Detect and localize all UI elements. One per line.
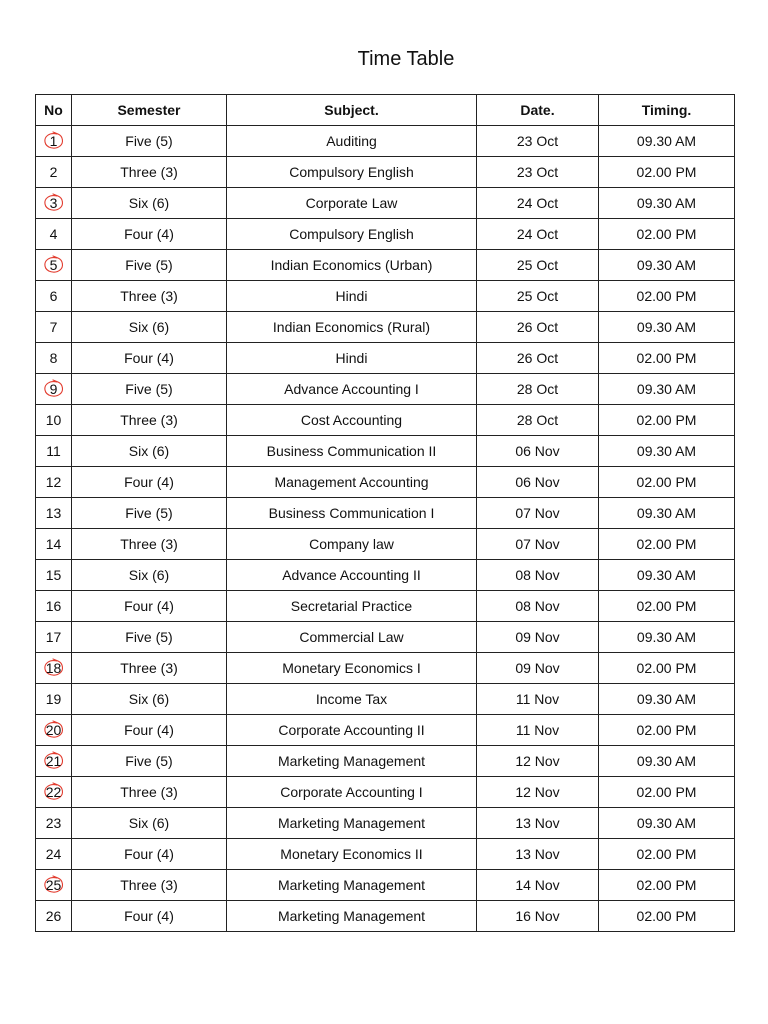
- table-row: [36, 901, 735, 932]
- subject-cell: Cost Accounting: [227, 405, 477, 436]
- table-row: [36, 374, 735, 405]
- row-number: 7: [49, 319, 58, 335]
- semester-cell: Three (3): [72, 405, 227, 436]
- date-cell: 25 Oct: [477, 281, 599, 312]
- row-number-cell: [36, 560, 72, 591]
- date-cell: 16 Nov: [477, 901, 599, 932]
- timing-cell: 02.00 PM: [599, 777, 735, 808]
- row-number-cell: [36, 312, 72, 343]
- semester-cell: Three (3): [72, 157, 227, 188]
- row-number: 17: [45, 629, 62, 645]
- timing-cell: 02.00 PM: [599, 343, 735, 374]
- date-cell: 23 Oct: [477, 157, 599, 188]
- row-number: 24: [45, 846, 62, 862]
- timing-cell: 09.30 AM: [599, 684, 735, 715]
- row-number: 18: [45, 660, 62, 676]
- timing-cell: 02.00 PM: [599, 870, 735, 901]
- table-row: [36, 560, 735, 591]
- row-number-cell: [36, 839, 72, 870]
- table-row: [36, 188, 735, 219]
- subject-cell: Commercial Law: [227, 622, 477, 653]
- subject-cell: Monetary Economics II: [227, 839, 477, 870]
- timing-cell: 02.00 PM: [599, 529, 735, 560]
- timing-cell: 02.00 PM: [599, 901, 735, 932]
- subject-cell: Advance Accounting I: [227, 374, 477, 405]
- subject-cell: Marketing Management: [227, 901, 477, 932]
- semester-cell: Five (5): [72, 746, 227, 777]
- date-cell: 06 Nov: [477, 467, 599, 498]
- date-cell: 06 Nov: [477, 436, 599, 467]
- table-row: [36, 591, 735, 622]
- table-row: [36, 498, 735, 529]
- subject-cell: Indian Economics (Urban): [227, 250, 477, 281]
- date-cell: 23 Oct: [477, 126, 599, 157]
- row-number-cell: [36, 591, 72, 622]
- header-subject: Subject.: [227, 95, 477, 126]
- row-number: 22: [45, 784, 62, 800]
- row-number: 4: [49, 226, 58, 242]
- row-number-cell: [36, 653, 72, 684]
- row-number: 25: [45, 877, 62, 893]
- subject-cell: Indian Economics (Rural): [227, 312, 477, 343]
- header-timing: Timing.: [599, 95, 735, 126]
- semester-cell: Three (3): [72, 529, 227, 560]
- subject-cell: Corporate Accounting II: [227, 715, 477, 746]
- table-row: [36, 715, 735, 746]
- row-number-cell: [36, 157, 72, 188]
- semester-cell: Six (6): [72, 188, 227, 219]
- timing-cell: 09.30 AM: [599, 560, 735, 591]
- date-cell: 07 Nov: [477, 529, 599, 560]
- row-number-cell: [36, 746, 72, 777]
- table-row: [36, 808, 735, 839]
- subject-cell: Management Accounting: [227, 467, 477, 498]
- table-row: [36, 839, 735, 870]
- header-no: No: [36, 95, 72, 126]
- date-cell: 24 Oct: [477, 219, 599, 250]
- semester-cell: Four (4): [72, 591, 227, 622]
- subject-cell: Advance Accounting II: [227, 560, 477, 591]
- timetable-header: [36, 95, 735, 126]
- date-cell: 08 Nov: [477, 560, 599, 591]
- semester-cell: Three (3): [72, 777, 227, 808]
- timing-cell: 02.00 PM: [599, 219, 735, 250]
- row-number-cell: [36, 281, 72, 312]
- row-number-cell: [36, 467, 72, 498]
- timing-cell: 09.30 AM: [599, 436, 735, 467]
- timing-cell: 09.30 AM: [599, 622, 735, 653]
- table-row: [36, 219, 735, 250]
- subject-cell: Hindi: [227, 343, 477, 374]
- semester-cell: Six (6): [72, 436, 227, 467]
- header-row: [36, 95, 735, 126]
- timetable: [35, 94, 735, 932]
- date-cell: 14 Nov: [477, 870, 599, 901]
- table-row: [36, 746, 735, 777]
- row-number: 8: [49, 350, 58, 366]
- semester-cell: Four (4): [72, 467, 227, 498]
- row-number-cell: [36, 374, 72, 405]
- row-number-cell: [36, 808, 72, 839]
- page-title: Time Table: [357, 48, 455, 70]
- timing-cell: 02.00 PM: [599, 405, 735, 436]
- row-number: 3: [49, 195, 58, 211]
- row-number: 19: [45, 691, 62, 707]
- semester-cell: Five (5): [72, 622, 227, 653]
- date-cell: 26 Oct: [477, 343, 599, 374]
- table-row: [36, 436, 735, 467]
- subject-cell: Compulsory English: [227, 157, 477, 188]
- row-number: 6: [49, 288, 58, 304]
- subject-cell: Hindi: [227, 281, 477, 312]
- timing-cell: 02.00 PM: [599, 591, 735, 622]
- row-number: 10: [45, 412, 62, 428]
- table-row: [36, 126, 735, 157]
- row-number-cell: [36, 777, 72, 808]
- table-row: [36, 529, 735, 560]
- subject-cell: Secretarial Practice: [227, 591, 477, 622]
- date-cell: 07 Nov: [477, 498, 599, 529]
- row-number-cell: [36, 715, 72, 746]
- semester-cell: Four (4): [72, 901, 227, 932]
- row-number: 9: [49, 381, 58, 397]
- row-number: 1: [49, 133, 58, 149]
- subject-cell: Business Communication I: [227, 498, 477, 529]
- table-row: [36, 653, 735, 684]
- row-number: 16: [45, 598, 62, 614]
- timing-cell: 09.30 AM: [599, 312, 735, 343]
- timing-cell: 02.00 PM: [599, 715, 735, 746]
- semester-cell: Six (6): [72, 560, 227, 591]
- table-row: [36, 405, 735, 436]
- subject-cell: Auditing: [227, 126, 477, 157]
- timing-cell: 09.30 AM: [599, 746, 735, 777]
- date-cell: 12 Nov: [477, 746, 599, 777]
- row-number-cell: [36, 622, 72, 653]
- row-number: 14: [45, 536, 62, 552]
- row-number: 23: [45, 815, 62, 831]
- date-cell: 12 Nov: [477, 777, 599, 808]
- semester-cell: Four (4): [72, 219, 227, 250]
- row-number: 15: [45, 567, 62, 583]
- date-cell: 11 Nov: [477, 684, 599, 715]
- row-number-cell: [36, 343, 72, 374]
- subject-cell: Company law: [227, 529, 477, 560]
- semester-cell: Four (4): [72, 343, 227, 374]
- row-number-cell: [36, 126, 72, 157]
- semester-cell: Five (5): [72, 250, 227, 281]
- subject-cell: Income Tax: [227, 684, 477, 715]
- semester-cell: Three (3): [72, 653, 227, 684]
- row-number-cell: [36, 870, 72, 901]
- header-date: Date.: [477, 95, 599, 126]
- semester-cell: Three (3): [72, 281, 227, 312]
- semester-cell: Four (4): [72, 715, 227, 746]
- row-number-cell: [36, 436, 72, 467]
- table-row: [36, 684, 735, 715]
- row-number: 11: [46, 443, 61, 459]
- date-cell: 28 Oct: [477, 405, 599, 436]
- timing-cell: 09.30 AM: [599, 808, 735, 839]
- subject-cell: Monetary Economics I: [227, 653, 477, 684]
- row-number-cell: [36, 684, 72, 715]
- timing-cell: 09.30 AM: [599, 188, 735, 219]
- timing-cell: 09.30 AM: [599, 498, 735, 529]
- subject-cell: Corporate Law: [227, 188, 477, 219]
- date-cell: 09 Nov: [477, 653, 599, 684]
- semester-cell: Three (3): [72, 870, 227, 901]
- header-semester: Semester: [72, 95, 227, 126]
- subject-cell: Marketing Management: [227, 808, 477, 839]
- date-cell: 28 Oct: [477, 374, 599, 405]
- semester-cell: Five (5): [72, 126, 227, 157]
- date-cell: 24 Oct: [477, 188, 599, 219]
- semester-cell: Five (5): [72, 498, 227, 529]
- row-number: 12: [45, 474, 62, 490]
- date-cell: 09 Nov: [477, 622, 599, 653]
- date-cell: 13 Nov: [477, 808, 599, 839]
- timing-cell: 02.00 PM: [599, 281, 735, 312]
- timetable-body: [36, 126, 735, 932]
- row-number: 21: [45, 753, 62, 769]
- row-number-cell: [36, 188, 72, 219]
- date-cell: 08 Nov: [477, 591, 599, 622]
- row-number-cell: [36, 901, 72, 932]
- semester-cell: Six (6): [72, 312, 227, 343]
- table-row: [36, 777, 735, 808]
- row-number: 5: [49, 257, 58, 273]
- date-cell: 26 Oct: [477, 312, 599, 343]
- table-row: [36, 622, 735, 653]
- date-cell: 11 Nov: [477, 715, 599, 746]
- row-number-cell: [36, 219, 72, 250]
- table-row: [36, 281, 735, 312]
- subject-cell: Marketing Management: [227, 746, 477, 777]
- timing-cell: 09.30 AM: [599, 374, 735, 405]
- row-number-cell: [36, 529, 72, 560]
- subject-cell: Business Communication II: [227, 436, 477, 467]
- row-number: 26: [45, 908, 62, 924]
- timing-cell: 09.30 AM: [599, 250, 735, 281]
- row-number-cell: [36, 405, 72, 436]
- row-number-cell: [36, 498, 72, 529]
- timing-cell: 09.30 AM: [599, 126, 735, 157]
- timing-cell: 02.00 PM: [599, 653, 735, 684]
- timing-cell: 02.00 PM: [599, 157, 735, 188]
- subject-cell: Compulsory English: [227, 219, 477, 250]
- timing-cell: 02.00 PM: [599, 839, 735, 870]
- subject-cell: Corporate Accounting I: [227, 777, 477, 808]
- table-row: [36, 467, 735, 498]
- table-row: [36, 157, 735, 188]
- row-number: 20: [45, 722, 62, 738]
- table-row: [36, 250, 735, 281]
- row-number-cell: [36, 250, 72, 281]
- semester-cell: Four (4): [72, 839, 227, 870]
- date-cell: 25 Oct: [477, 250, 599, 281]
- semester-cell: Six (6): [72, 808, 227, 839]
- semester-cell: Six (6): [72, 684, 227, 715]
- date-cell: 13 Nov: [477, 839, 599, 870]
- row-number: 2: [49, 164, 58, 180]
- subject-cell: Marketing Management: [227, 870, 477, 901]
- timing-cell: 02.00 PM: [599, 467, 735, 498]
- semester-cell: Five (5): [72, 374, 227, 405]
- row-number: 13: [45, 505, 62, 521]
- table-row: [36, 312, 735, 343]
- table-row: [36, 870, 735, 901]
- table-row: [36, 343, 735, 374]
